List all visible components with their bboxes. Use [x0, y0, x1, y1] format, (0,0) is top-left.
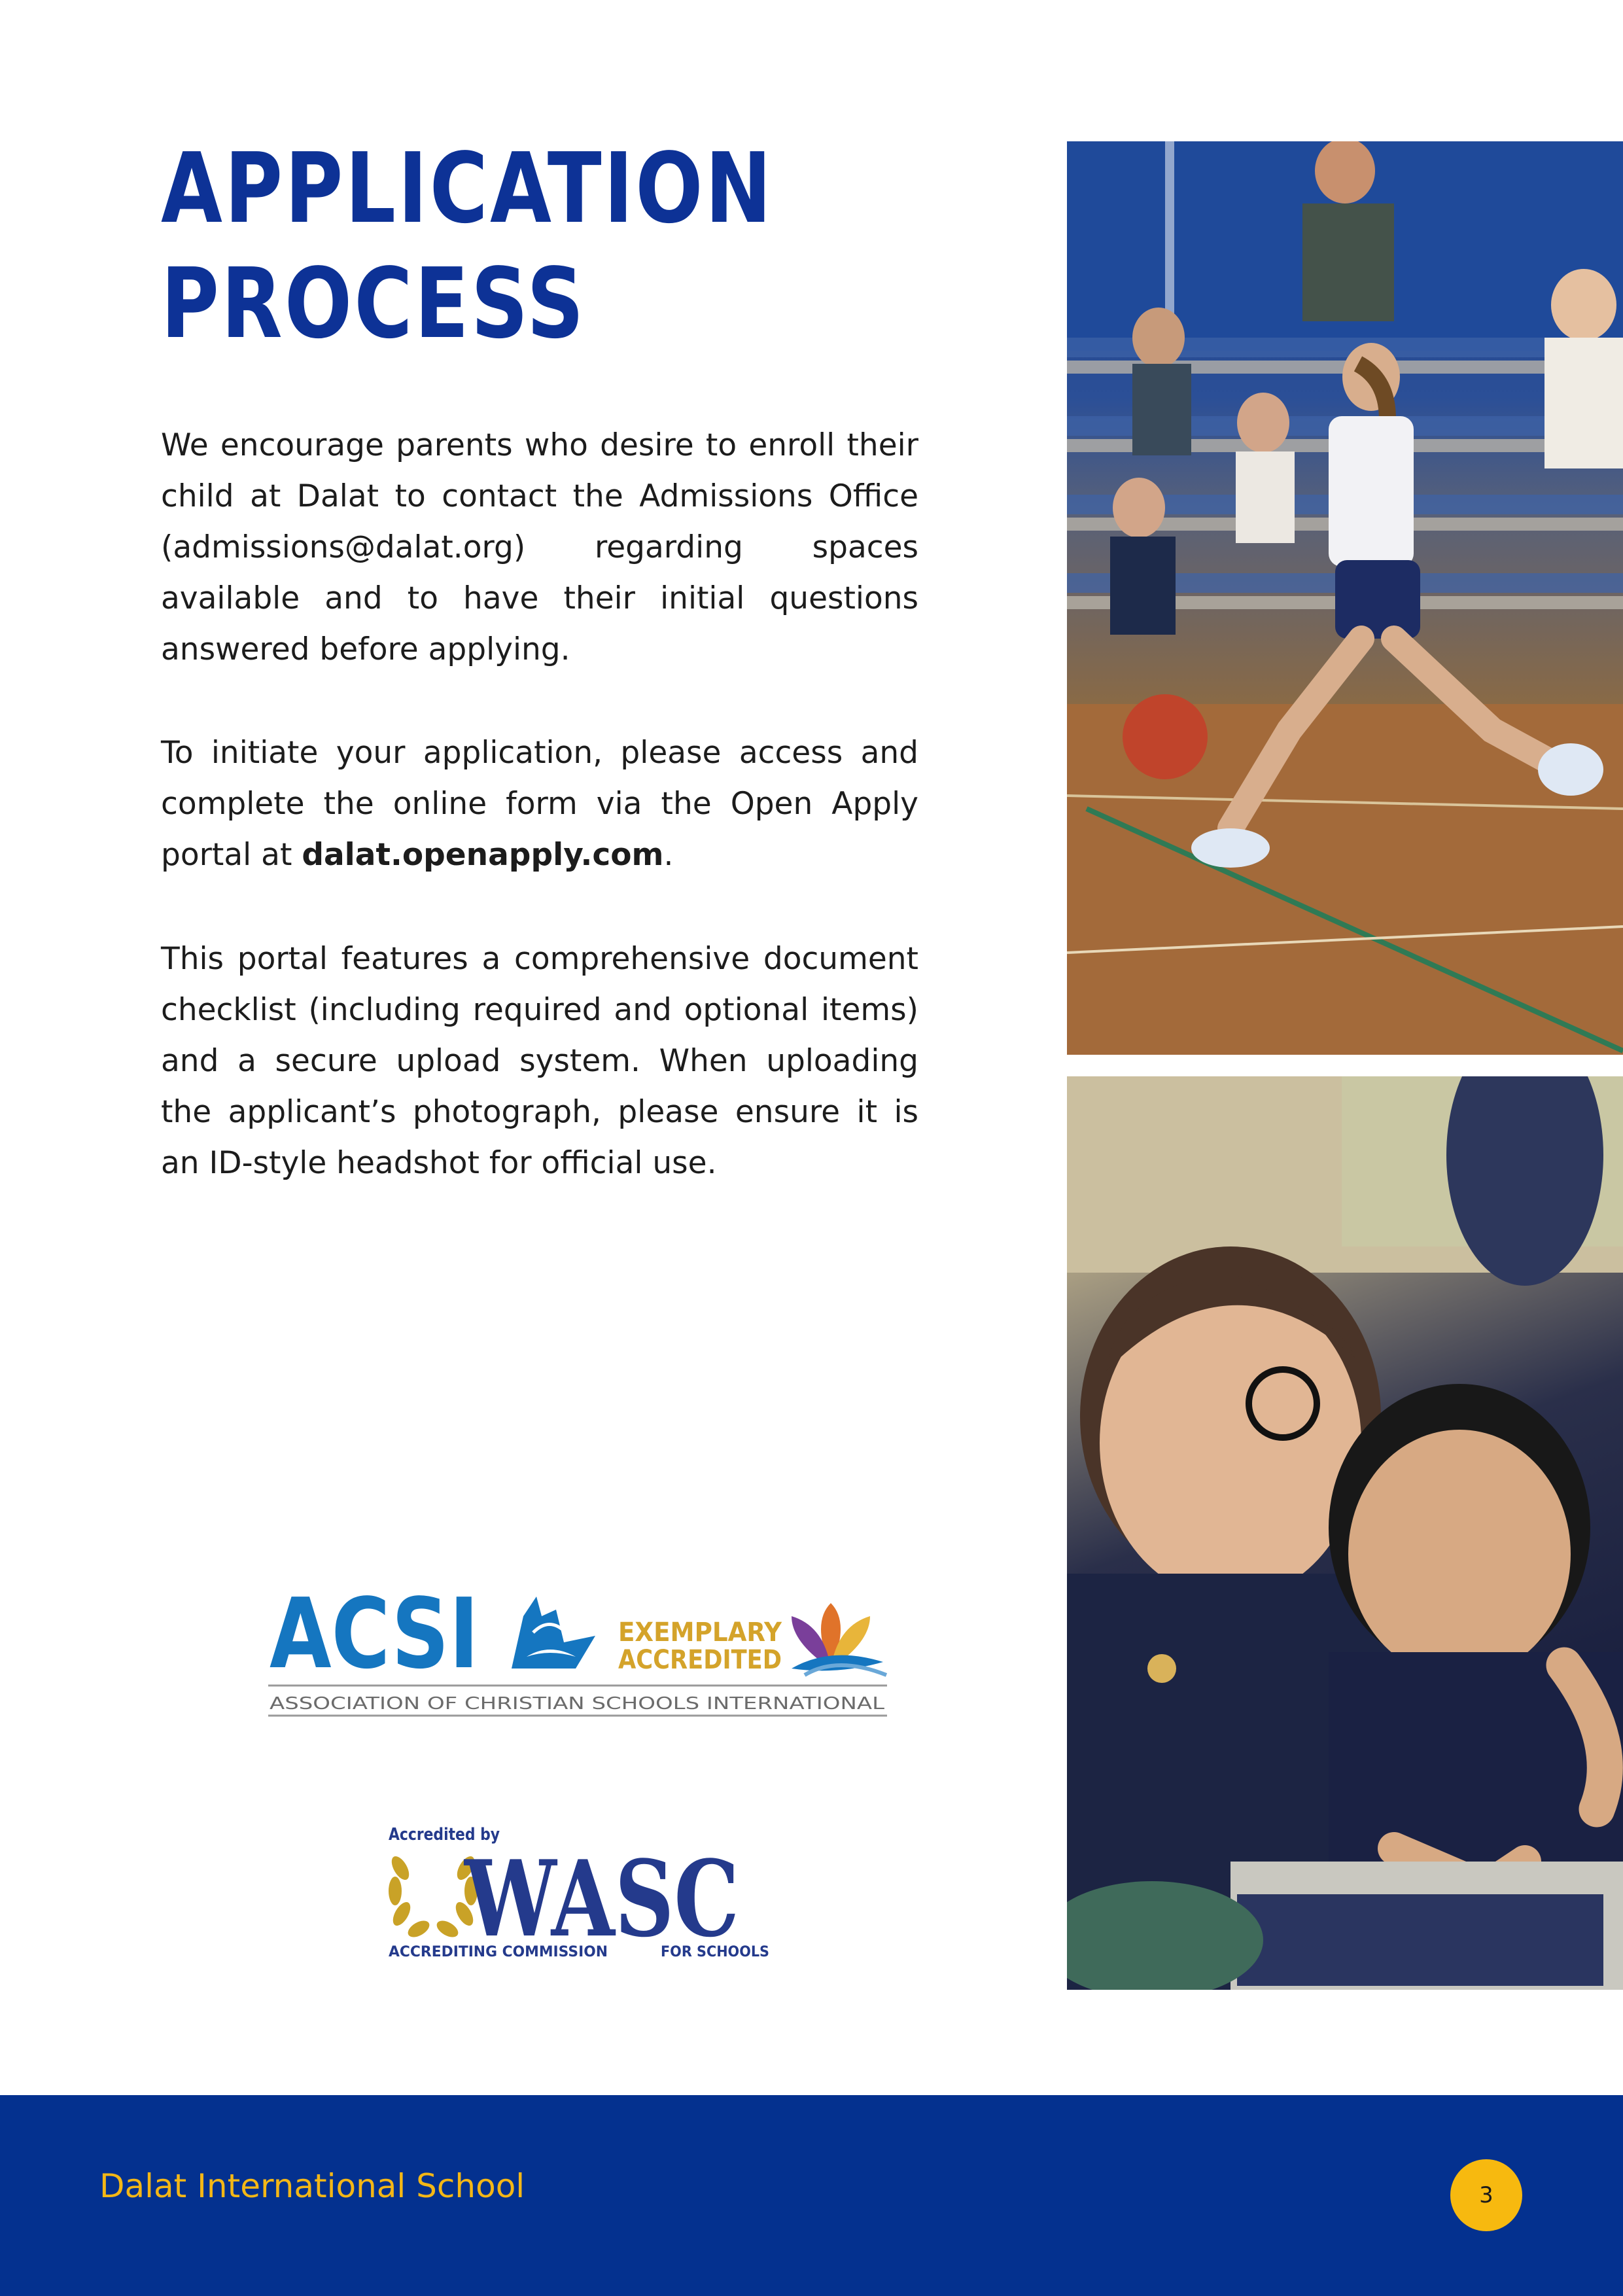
portal-paragraph: This portal features a comprehensive document checklist (including required and optional items) and a secure upload system. When uploading the applicant’s photograph, please ensure it is an ID-style headshot for official use. [161, 941, 918, 1181]
footer-bar [0, 2095, 1623, 2296]
basketball-photo [1067, 141, 1623, 1055]
wasc-logo-graphic [386, 1819, 772, 1963]
lotus-icon [792, 1603, 886, 1675]
acsi-badge-line1: EXEMPLARY [618, 1617, 782, 1648]
openapply-link[interactable]: dalat.openapply.com [302, 837, 664, 873]
application-text-end: . [663, 837, 674, 873]
acsi-mark: ACSI [270, 1578, 479, 1690]
acsi-emblem-icon [512, 1597, 595, 1669]
basketball-photo-image [1067, 141, 1623, 1055]
acsi-badge-line2: ACCREDITED [618, 1645, 782, 1675]
students-photo [1067, 1076, 1623, 1990]
wasc-caption-left: ACCREDITING COMMISSION [389, 1944, 608, 1960]
wasc-accredited-by: Accredited by [389, 1825, 500, 1845]
application-text: To initiate your application, please access and complete the online form via the Open Apply portal at [161, 735, 918, 873]
footer-school-name: Dalat International School [99, 2167, 525, 2205]
students-photo-image [1067, 1076, 1623, 1990]
page-number-badge: 3 [1450, 2159, 1522, 2231]
wasc-logo [386, 1819, 772, 1963]
wasc-mark: WASC [463, 1837, 739, 1960]
title-line-1: APPLICATION [161, 132, 774, 245]
intro-paragraph: We encourage parents who desire to enroll their child at Dalat to contact the Admissions Office (admissions@dalat.org) regarding spaces available and to have their initial questions answered before applying. [161, 427, 918, 667]
wasc-caption-right: FOR SCHOOLS [661, 1944, 769, 1960]
page-title [161, 131, 805, 361]
application-paragraph [161, 728, 918, 881]
acsi-full-name: ASSOCIATION OF CHRISTIAN SCHOOLS INTERNATIONAL [270, 1694, 885, 1714]
acsi-logo [268, 1570, 887, 1721]
title-line-2: PROCESS [161, 247, 586, 360]
acsi-logo-graphic [268, 1570, 887, 1721]
